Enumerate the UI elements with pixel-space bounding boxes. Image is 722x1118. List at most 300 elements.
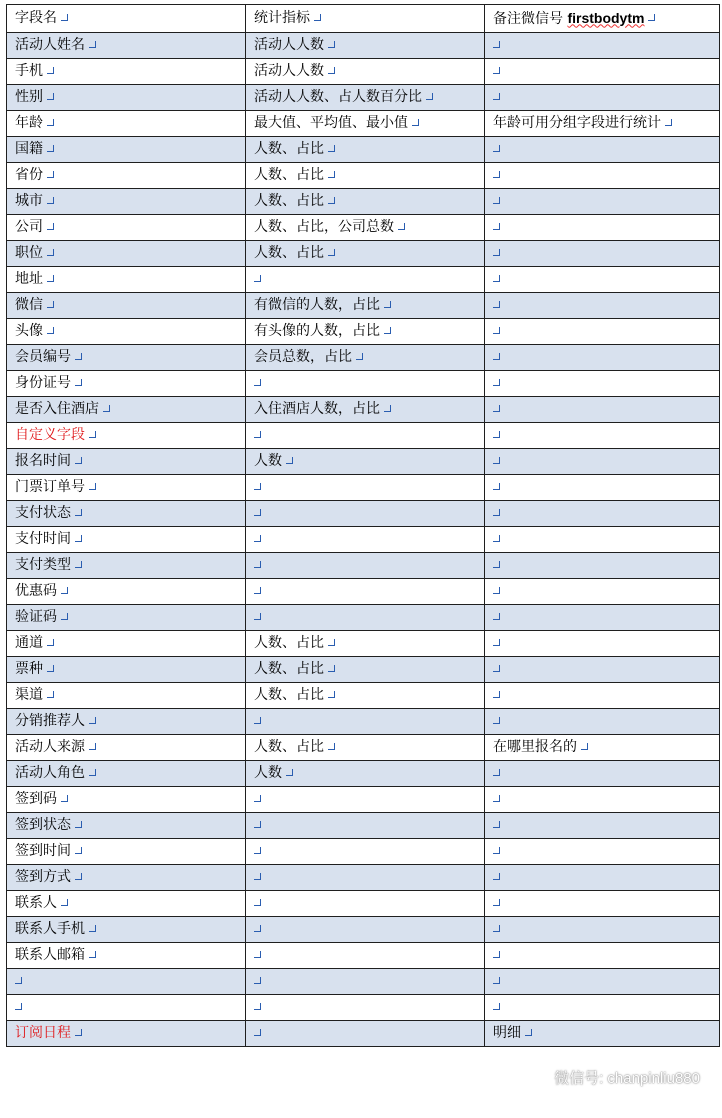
field-name-cell	[7, 85, 246, 111]
field-name-cell	[7, 449, 246, 475]
field-name-cell	[7, 735, 246, 761]
paragraph-mark-icon	[493, 873, 500, 880]
field-name-cell	[7, 371, 246, 397]
field-name-cell-text: 支付时间	[15, 531, 71, 547]
paragraph-mark-icon	[254, 899, 261, 906]
field-name-cell	[7, 111, 246, 137]
field-name-cell	[7, 397, 246, 423]
watermark-text: 微信号: chanpinliu880	[554, 1069, 700, 1087]
metric-cell-text: 人数	[254, 765, 282, 781]
table-row	[7, 527, 720, 553]
table-row	[7, 605, 720, 631]
paragraph-mark-icon	[581, 743, 588, 750]
metric-cell	[246, 267, 485, 293]
paragraph-mark-icon	[61, 795, 68, 802]
paragraph-mark-icon	[254, 275, 261, 282]
paragraph-mark-icon	[328, 197, 335, 204]
field-name-cell	[7, 137, 246, 163]
table-row	[7, 683, 720, 709]
paragraph-mark-icon	[47, 275, 54, 282]
table-row	[7, 891, 720, 917]
note-cell	[485, 813, 720, 839]
table-row	[7, 215, 720, 241]
note-cell	[485, 501, 720, 527]
field-name-cell-text: 职位	[15, 245, 43, 261]
table-row	[7, 813, 720, 839]
paragraph-mark-icon	[493, 509, 500, 516]
paragraph-mark-icon	[493, 379, 500, 386]
paragraph-mark-icon	[328, 171, 335, 178]
metric-cell	[246, 475, 485, 501]
paragraph-mark-icon	[286, 457, 293, 464]
paragraph-mark-icon	[254, 847, 261, 854]
table-row	[7, 917, 720, 943]
metric-cell	[246, 241, 485, 267]
paragraph-mark-icon	[493, 535, 500, 542]
paragraph-mark-icon	[75, 509, 82, 516]
table-row	[7, 137, 720, 163]
paragraph-mark-icon	[493, 327, 500, 334]
paragraph-mark-icon	[328, 665, 335, 672]
field-name-cell	[7, 657, 246, 683]
paragraph-mark-icon	[254, 587, 261, 594]
note-cell	[485, 969, 720, 995]
paragraph-mark-icon	[493, 67, 500, 74]
paragraph-mark-icon	[47, 249, 54, 256]
note-cell	[485, 267, 720, 293]
paragraph-mark-icon	[254, 821, 261, 828]
paragraph-mark-icon	[493, 691, 500, 698]
metric-cell	[246, 33, 485, 59]
field-name-cell	[7, 267, 246, 293]
field-name-cell	[7, 813, 246, 839]
paragraph-mark-icon	[493, 613, 500, 620]
paragraph-mark-icon	[493, 925, 500, 932]
paragraph-mark-icon	[89, 951, 96, 958]
wechat-watermark	[522, 1066, 700, 1088]
note-cell	[485, 397, 720, 423]
note-cell	[485, 163, 720, 189]
metric-cell	[246, 59, 485, 85]
paragraph-mark-icon	[75, 873, 82, 880]
note-cell	[485, 475, 720, 501]
metric-cell	[246, 293, 485, 319]
note-cell	[485, 839, 720, 865]
metric-cell	[246, 449, 485, 475]
paragraph-mark-icon	[47, 197, 54, 204]
note-cell-text: 明细	[493, 1025, 521, 1041]
metric-cell	[246, 683, 485, 709]
field-name-cell-text: 国籍	[15, 141, 43, 157]
table-row	[7, 33, 720, 59]
note-cell	[485, 891, 720, 917]
paragraph-mark-icon	[286, 769, 293, 776]
paragraph-mark-icon	[61, 14, 68, 21]
field-name-cell	[7, 163, 246, 189]
paragraph-mark-icon	[47, 119, 54, 126]
paragraph-mark-icon	[328, 639, 335, 646]
metric-cell	[246, 813, 485, 839]
field-name-cell-text: 省份	[15, 167, 43, 183]
paragraph-mark-icon	[493, 483, 500, 490]
paragraph-mark-icon	[47, 639, 54, 646]
table-row	[7, 657, 720, 683]
metric-cell	[246, 657, 485, 683]
note-cell	[485, 423, 720, 449]
note-cell	[485, 33, 720, 59]
field-name-cell	[7, 59, 246, 85]
metric-cell	[246, 85, 485, 111]
field-name-cell-text: 支付状态	[15, 505, 71, 521]
paragraph-mark-icon	[75, 535, 82, 542]
table-row	[7, 735, 720, 761]
paragraph-mark-icon	[47, 145, 54, 152]
paragraph-mark-icon	[493, 847, 500, 854]
metric-cell	[246, 527, 485, 553]
field-name-cell-text: 活动人角色	[15, 765, 85, 781]
paragraph-mark-icon	[89, 431, 96, 438]
table-row	[7, 631, 720, 657]
paragraph-mark-icon	[103, 405, 110, 412]
paragraph-mark-icon	[47, 93, 54, 100]
paragraph-mark-icon	[493, 275, 500, 282]
metric-cell	[246, 761, 485, 787]
paragraph-mark-icon	[47, 67, 54, 74]
field-name-cell-text: 签到码	[15, 791, 57, 807]
wechat-logo-icon	[522, 1066, 548, 1088]
metric-cell	[246, 605, 485, 631]
field-name-cell	[7, 839, 246, 865]
paragraph-mark-icon	[493, 353, 500, 360]
field-name-cell	[7, 631, 246, 657]
metric-cell-text: 最大值、平均值、最小值	[254, 115, 408, 131]
metric-cell-text: 入住酒店人数，占比	[254, 401, 380, 417]
paragraph-mark-icon	[254, 561, 261, 568]
statistics-field-table	[6, 4, 720, 1047]
table-row	[7, 995, 720, 1021]
metric-cell	[246, 839, 485, 865]
field-name-cell-text: 会员编号	[15, 349, 71, 365]
table-row	[7, 709, 720, 735]
field-name-cell-text: 头像	[15, 323, 43, 339]
paragraph-mark-icon	[328, 249, 335, 256]
metric-cell	[246, 943, 485, 969]
field-name-cell	[7, 969, 246, 995]
paragraph-mark-icon	[493, 457, 500, 464]
field-name-cell	[7, 293, 246, 319]
metric-cell-text: 有头像的人数，占比	[254, 323, 380, 339]
note-cell	[485, 319, 720, 345]
note-cell	[485, 345, 720, 371]
paragraph-mark-icon	[493, 223, 500, 230]
field-name-cell	[7, 891, 246, 917]
paragraph-mark-icon	[328, 145, 335, 152]
field-name-cell	[7, 189, 246, 215]
metric-cell-text: 人数、占比，公司总数	[254, 219, 394, 235]
note-cell	[485, 657, 720, 683]
field-name-cell-text: 活动人来源	[15, 739, 85, 755]
paragraph-mark-icon	[47, 223, 54, 230]
field-name-cell	[7, 761, 246, 787]
table-row	[7, 111, 720, 137]
metric-cell	[246, 787, 485, 813]
field-name-cell-text: 签到状态	[15, 817, 71, 833]
paragraph-mark-icon	[254, 1029, 261, 1036]
field-name-cell	[7, 319, 246, 345]
metric-cell	[246, 631, 485, 657]
table-row	[7, 319, 720, 345]
table-row	[7, 1021, 720, 1047]
metric-cell	[246, 553, 485, 579]
paragraph-mark-icon	[493, 249, 500, 256]
table-row	[7, 761, 720, 787]
header-note: 备注微信号 firstbodytm	[485, 5, 720, 33]
paragraph-mark-icon	[254, 431, 261, 438]
field-name-cell-text: 分销推荐人	[15, 713, 85, 729]
table-row	[7, 345, 720, 371]
field-name-cell-text: 性别	[15, 89, 43, 105]
table-row	[7, 579, 720, 605]
paragraph-mark-icon	[47, 327, 54, 334]
table-row	[7, 787, 720, 813]
paragraph-mark-icon	[426, 93, 433, 100]
metric-cell	[246, 111, 485, 137]
note-cell	[485, 787, 720, 813]
paragraph-mark-icon	[493, 951, 500, 958]
field-name-cell-text: 门票订单号	[15, 479, 85, 495]
field-name-cell-text: 联系人邮箱	[15, 947, 85, 963]
field-name-cell	[7, 865, 246, 891]
note-cell	[485, 605, 720, 631]
field-name-cell	[7, 527, 246, 553]
metric-cell-text: 人数、占比	[254, 141, 324, 157]
metric-cell	[246, 1021, 485, 1047]
paragraph-mark-icon	[493, 405, 500, 412]
field-name-cell-text: 报名时间	[15, 453, 71, 469]
paragraph-mark-icon	[75, 847, 82, 854]
paragraph-mark-icon	[493, 665, 500, 672]
field-name-cell-text: 签到时间	[15, 843, 71, 859]
paragraph-mark-icon	[493, 171, 500, 178]
paragraph-mark-icon	[47, 691, 54, 698]
metric-cell-text: 活动人人数	[254, 63, 324, 79]
paragraph-mark-icon	[89, 769, 96, 776]
field-name-cell	[7, 579, 246, 605]
wechat-id: firstbodytm	[567, 9, 645, 26]
metric-cell-text: 人数、占比	[254, 739, 324, 755]
field-name-cell-text: 支付类型	[15, 557, 71, 573]
paragraph-mark-icon	[89, 717, 96, 724]
metric-cell	[246, 189, 485, 215]
metric-cell-text: 活动人人数	[254, 37, 324, 53]
paragraph-mark-icon	[493, 795, 500, 802]
note-cell	[485, 683, 720, 709]
field-name-cell-text: 签到方式	[15, 869, 71, 885]
field-name-cell	[7, 605, 246, 631]
paragraph-mark-icon	[89, 41, 96, 48]
table-row	[7, 553, 720, 579]
paragraph-mark-icon	[254, 613, 261, 620]
paragraph-mark-icon	[254, 483, 261, 490]
field-name-cell	[7, 215, 246, 241]
table-row	[7, 371, 720, 397]
note-cell	[485, 735, 720, 761]
note-cell	[485, 553, 720, 579]
note-cell	[485, 631, 720, 657]
paragraph-mark-icon	[254, 1003, 261, 1010]
metric-cell	[246, 397, 485, 423]
field-name-cell-text: 验证码	[15, 609, 57, 625]
paragraph-mark-icon	[61, 899, 68, 906]
table-header-row	[7, 5, 720, 33]
paragraph-mark-icon	[665, 119, 672, 126]
paragraph-mark-icon	[493, 93, 500, 100]
note-cell	[485, 995, 720, 1021]
metric-cell	[246, 137, 485, 163]
table-row	[7, 241, 720, 267]
metric-cell	[246, 579, 485, 605]
paragraph-mark-icon	[314, 14, 321, 21]
paragraph-mark-icon	[254, 795, 261, 802]
metric-cell-text: 人数、占比	[254, 635, 324, 651]
metric-cell	[246, 371, 485, 397]
metric-cell	[246, 423, 485, 449]
field-name-cell	[7, 423, 246, 449]
field-name-cell-text: 城市	[15, 193, 43, 209]
metric-cell	[246, 163, 485, 189]
paragraph-mark-icon	[493, 717, 500, 724]
note-cell	[485, 111, 720, 137]
paragraph-mark-icon	[328, 743, 335, 750]
table-row	[7, 397, 720, 423]
metric-cell	[246, 891, 485, 917]
paragraph-mark-icon	[75, 561, 82, 568]
header-field-name: 字段名	[7, 5, 246, 33]
note-cell	[485, 709, 720, 735]
field-name-cell-text: 通道	[15, 635, 43, 651]
metric-cell	[246, 995, 485, 1021]
table-row	[7, 267, 720, 293]
paragraph-mark-icon	[89, 925, 96, 932]
field-name-cell-text: 是否入住酒店	[15, 401, 99, 417]
paragraph-mark-icon	[15, 1003, 22, 1010]
field-name-cell	[7, 33, 246, 59]
paragraph-mark-icon	[384, 327, 391, 334]
table-row	[7, 163, 720, 189]
metric-cell	[246, 319, 485, 345]
note-cell	[485, 943, 720, 969]
note-cell	[485, 189, 720, 215]
field-name-cell-text: 票种	[15, 661, 43, 677]
paragraph-mark-icon	[75, 821, 82, 828]
field-name-cell	[7, 917, 246, 943]
table-row	[7, 85, 720, 111]
paragraph-mark-icon	[61, 613, 68, 620]
paragraph-mark-icon	[328, 691, 335, 698]
paragraph-mark-icon	[254, 951, 261, 958]
field-name-cell-text: 联系人手机	[15, 921, 85, 937]
table-row	[7, 423, 720, 449]
paragraph-mark-icon	[75, 353, 82, 360]
table-row	[7, 449, 720, 475]
table-row	[7, 189, 720, 215]
note-cell	[485, 371, 720, 397]
field-name-cell	[7, 501, 246, 527]
paragraph-mark-icon	[493, 41, 500, 48]
paragraph-mark-icon	[398, 223, 405, 230]
field-name-cell	[7, 345, 246, 371]
header-metric: 统计指标	[246, 5, 485, 33]
paragraph-mark-icon	[356, 353, 363, 360]
field-name-cell-text: 年龄	[15, 115, 43, 131]
field-name-cell	[7, 943, 246, 969]
paragraph-mark-icon	[493, 561, 500, 568]
field-name-cell	[7, 787, 246, 813]
table-row	[7, 475, 720, 501]
paragraph-mark-icon	[75, 379, 82, 386]
note-cell	[485, 761, 720, 787]
table-row	[7, 293, 720, 319]
field-name-cell	[7, 241, 246, 267]
paragraph-mark-icon	[89, 483, 96, 490]
note-cell	[485, 917, 720, 943]
field-name-cell	[7, 475, 246, 501]
field-name-cell	[7, 995, 246, 1021]
metric-cell	[246, 735, 485, 761]
metric-cell	[246, 501, 485, 527]
paragraph-mark-icon	[493, 431, 500, 438]
field-name-cell	[7, 1021, 246, 1047]
metric-cell	[246, 345, 485, 371]
paragraph-mark-icon	[493, 821, 500, 828]
field-name-cell-text: 手机	[15, 63, 43, 79]
paragraph-mark-icon	[493, 145, 500, 152]
field-name-cell-text: 渠道	[15, 687, 43, 703]
metric-cell-text: 人数、占比	[254, 245, 324, 261]
table-row	[7, 839, 720, 865]
note-cell	[485, 293, 720, 319]
paragraph-mark-icon	[493, 587, 500, 594]
metric-cell-text: 人数	[254, 453, 282, 469]
paragraph-mark-icon	[15, 977, 22, 984]
field-name-cell-text: 联系人	[15, 895, 57, 911]
table-row	[7, 969, 720, 995]
paragraph-mark-icon	[493, 197, 500, 204]
note-cell	[485, 579, 720, 605]
metric-cell	[246, 865, 485, 891]
metric-cell-text: 人数、占比	[254, 687, 324, 703]
table-row	[7, 943, 720, 969]
note-cell	[485, 241, 720, 267]
field-name-cell-text: 地址	[15, 271, 43, 287]
table-row	[7, 501, 720, 527]
paragraph-mark-icon	[493, 301, 500, 308]
note-cell	[485, 59, 720, 85]
paragraph-mark-icon	[254, 977, 261, 984]
paragraph-mark-icon	[254, 873, 261, 880]
paragraph-mark-icon	[254, 925, 261, 932]
field-name-cell-text: 微信	[15, 297, 43, 313]
field-name-cell-text: 身份证号	[15, 375, 71, 391]
metric-cell-text: 有微信的人数，占比	[254, 297, 380, 313]
paragraph-mark-icon	[254, 509, 261, 516]
paragraph-mark-icon	[47, 171, 54, 178]
paragraph-mark-icon	[493, 1003, 500, 1010]
paragraph-mark-icon	[328, 41, 335, 48]
note-cell	[485, 215, 720, 241]
field-name-cell-text: 自定义字段	[15, 427, 85, 443]
paragraph-mark-icon	[493, 977, 500, 984]
